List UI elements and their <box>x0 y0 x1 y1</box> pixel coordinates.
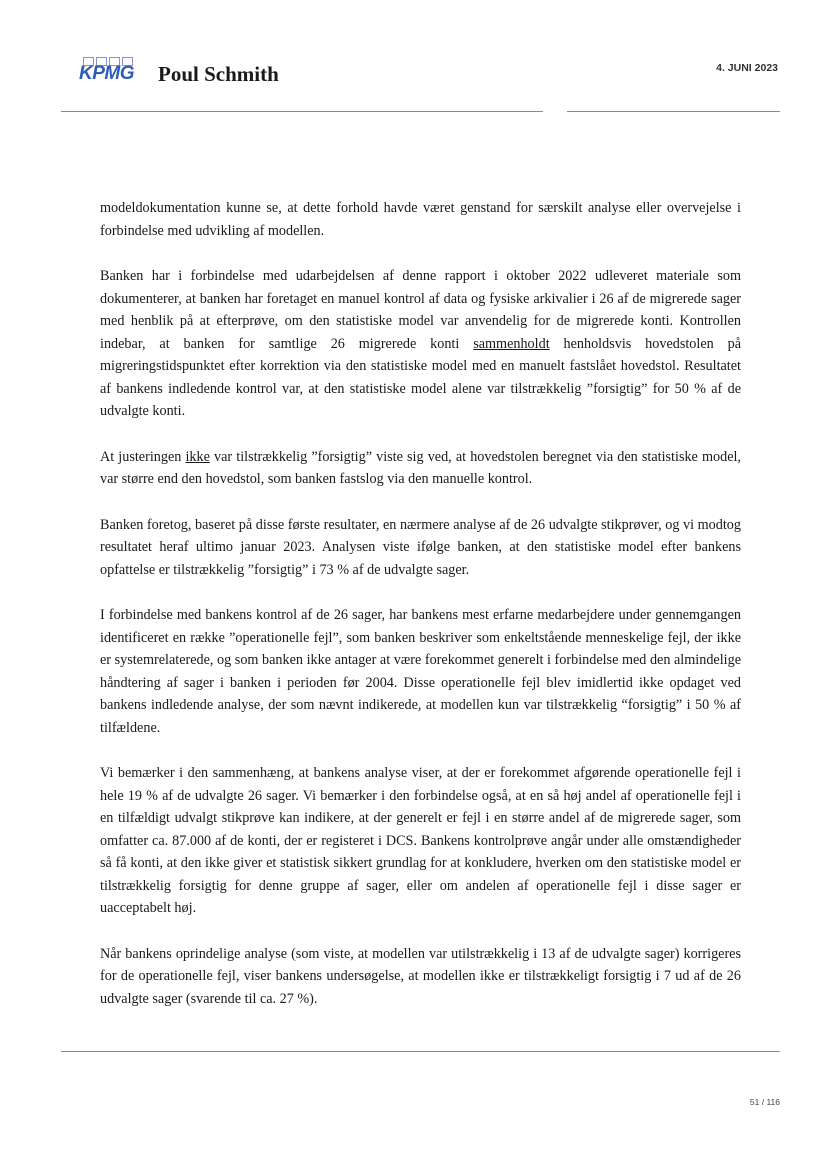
paragraph: I forbindelse med bankens kontrol af de 26 sager, har bankens mest erfarne medarbejdere under gennemgangen identificeret en række ”operationelle fejl”, som banken beskriver som enkeltstående menneskelige fejl, der ikke er systemrelaterede, og som banken ikke antager at være forekommet generelt i forbindelse med den almindelige håndtering af sager i banken i perioden før 2004. Disse operationelle fejl blev imidlertid ikke opdaget ved bankens indledende analyse, der som nævnt indikerede, at modellen kun var tilstrækkelig “forsigtig” i 50 % af tilfældene. <box>100 607 741 736</box>
paragraph-text: var tilstrækkelig ”forsigtig” viste sig ved, at hovedstolen beregnet via den statistiske model, var større end den hovedstol, som banken fastslog via den manuelle kontrol. <box>100 448 741 487</box>
paragraph: modeldokumentation kunne se, at dette forhold havde været genstand for særskilt analyse eller overvejelse i forbindelse med udvikling af modellen. <box>100 200 741 239</box>
underlined-word: ikke <box>185 448 210 465</box>
body-text <box>100 197 741 1033</box>
header-rule-left <box>61 111 543 112</box>
company-name: Poul Schmith <box>158 62 279 86</box>
paragraph-text: At justeringen <box>100 448 186 465</box>
paragraph: Banken foretog, baseret på disse første resultater, en nærmere analyse af de 26 udvalgte stikprøver, og vi modtog resultatet heraf ultimo januar 2023. Analysen viste ifølge banken, at den statistiske model efter bankens opfattelse er tilstrækkelig ”forsigtig” i 73 % af de udvalgte sager. <box>100 516 741 578</box>
header-rule-right <box>567 111 780 112</box>
underlined-word: sammenholdt <box>473 335 550 352</box>
paragraph-text: Banken har i forbindelse med udarbejdelsen af denne rapport i oktober 2022 udleveret materiale som dokumenterer, at banken har foretaget en manuel kontrol af data og fysiske arkivalier i 26 af de migrerede sager med henblik på at efterprøve, om den statistiske model var anvendelig for de migrerede konti. Kontrollen indebar, at banken for samtlige 26 migrerede konti <box>100 268 741 352</box>
paragraph: Når bankens oprindelige analyse (som viste, at modellen var utilstrækkelig i 13 af de udvalgte sager) korrigeres for de operationelle fejl, viser bankens undersøgelse, at modellen ikke er tilstrækkeligt forsigtig i 7 ud af de 26 udvalgte sager (svarende til ca. 27 %). <box>100 945 741 1007</box>
paragraph <box>100 446 741 491</box>
report-date: 4. JUNI 2023 <box>716 62 778 74</box>
page-number: 51 / 116 <box>749 1097 780 1107</box>
paragraph <box>100 265 741 423</box>
kpmg-logo-text: KPMG <box>79 63 134 84</box>
paragraph: Vi bemærker i den sammenhæng, at bankens analyse viser, at der er forekommet afgørende operationelle fejl i hele 19 % af de udvalgte 26 sager. Vi bemærker i den forbindelse også, at en så høj andel af operationelle fejl i en tilfældigt udvalgt stikprøve kan indikere, at der generelt er fejl i en større andel af de migrerede sager, som omfatter ca. 87.000 af de konti, der er registeret i DCS. Bankens kontrolprøve angår under alle omstændigheder så få konti, at den ikke giver et statistisk sikkert grundlag for at konkludere, hverken om den statistiske model er tilstrækkelig forsigtig for denne gruppe af sager, eller om andelen af operationelle fejl i disse sager er uacceptabelt høj. <box>100 765 741 916</box>
kpmg-logo <box>79 57 139 93</box>
paragraph-text: henholdsvis hovedstolen på migreringstidspunktet efter korrektion via den statistiske model med en manuelt fastslået hovedstol. Resultatet af bankens indledende kontrol var, at den statistiske model alene var tilstrækkelig ”forsigtig” for 50 % af de udvalgte konti. <box>100 335 741 419</box>
footer-rule <box>61 1051 780 1052</box>
